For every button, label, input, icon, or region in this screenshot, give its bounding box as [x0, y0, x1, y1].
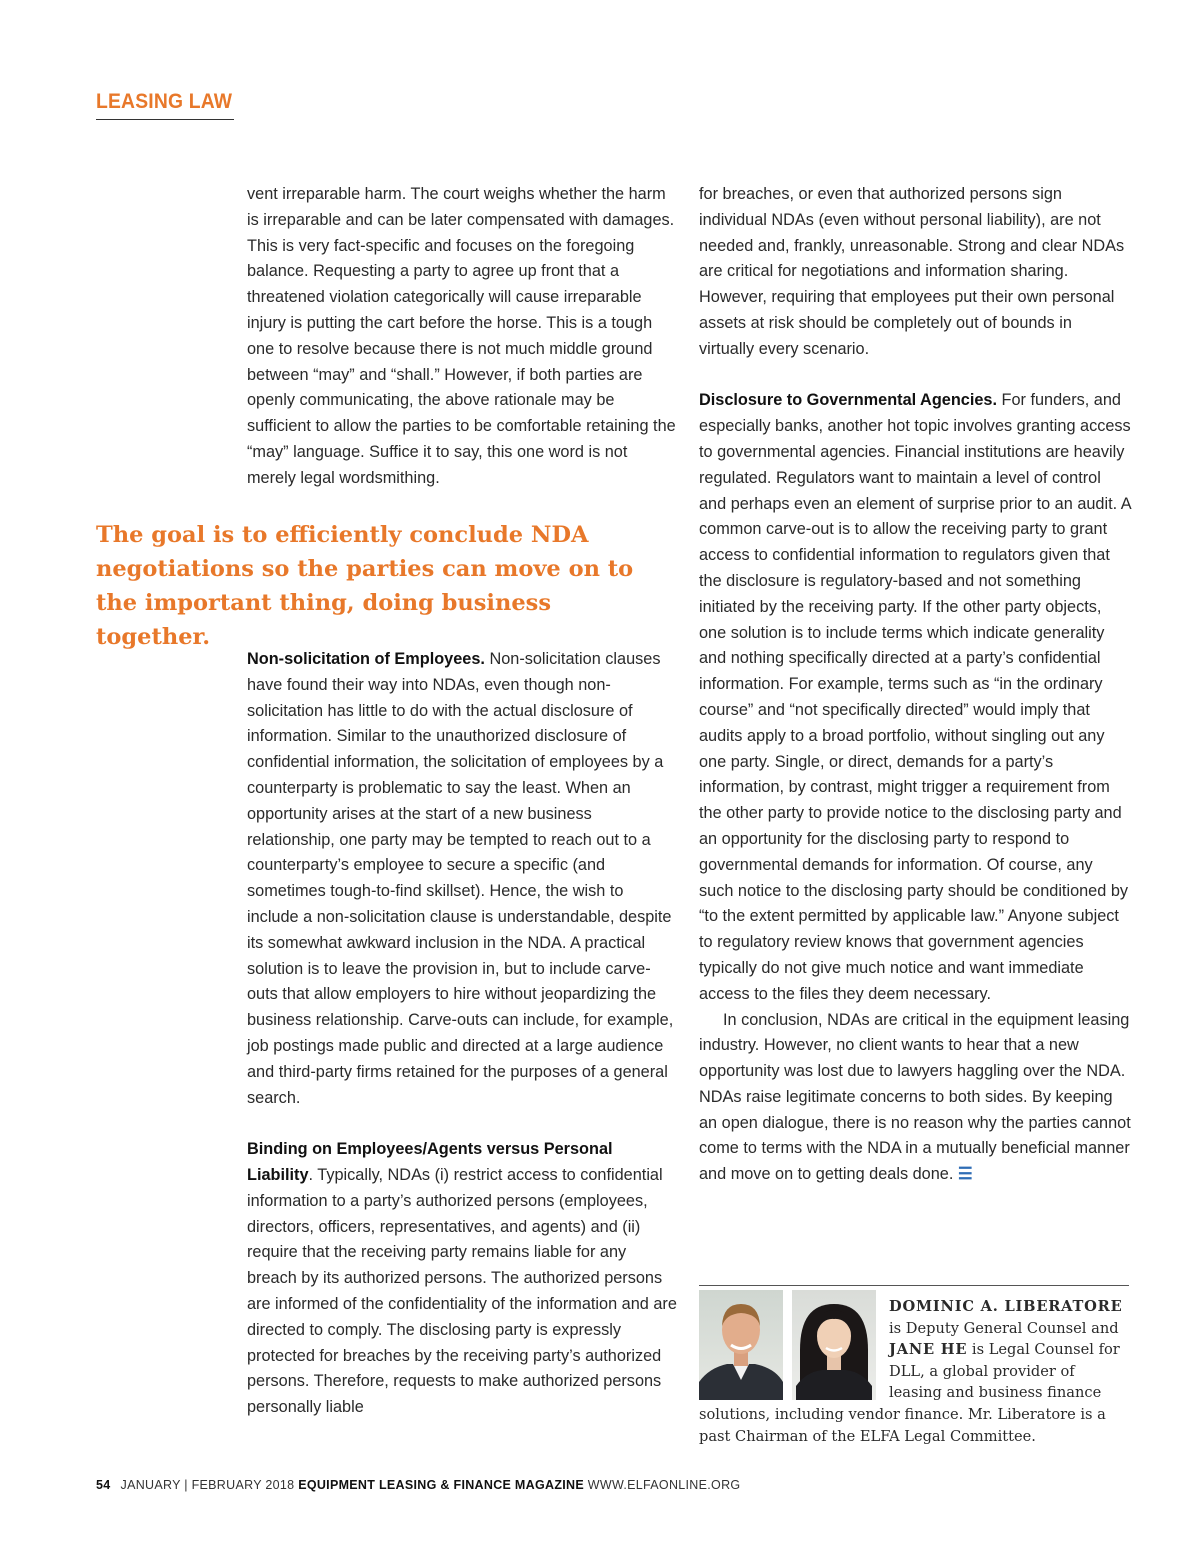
paragraph: for breaches, or even that authorized persons sign individual NDAs (even without personal liability), are not needed and, frankly, unreasonable. Strong and clear NDAs are critical for negotiations and information sharing. However, requiring that employees put their own personal assets at risk should be completely out of bounds in virtually every scenario. — [699, 185, 1125, 358]
author-name-liberatore: DOMINIC A. LIBERATORE — [889, 1298, 1123, 1315]
author-name-he: JANE HE — [889, 1341, 968, 1358]
subheading-binding: Binding on Employees/Agents versus Personal Liability — [247, 1140, 613, 1184]
paragraph-text: . Typically, NDAs (i) restrict access to confidential information to a party’s authorized persons (employees, directors, officers, representatives, and agents) and (ii) require that the receiving party remains liable for any breach by its authorized persons. The authorized persons are informed of the confidentiality of the information and are directed to comply. The disclosing party is expressly protected for breaches by the receiving party’s authorized persons. Therefore, requests to make authorized persons personally liable — [247, 1165, 677, 1417]
column-left-top — [247, 182, 677, 492]
paragraph-binding — [247, 1137, 677, 1421]
author-bio-continued: solutions, including vendor finance. Mr. Liberatore is a past Chairman of the ELFA Legal Committee. — [699, 1406, 1106, 1445]
section-rule — [96, 119, 234, 120]
bio-text: is Legal Counsel for DLL, a global provider of leasing and business finance — [889, 1341, 1120, 1401]
page-number: 54 — [96, 1478, 111, 1492]
author-photo-liberatore — [699, 1290, 783, 1400]
column-right — [699, 182, 1131, 1188]
column-left-bottom — [247, 647, 677, 1421]
section-title: LEASING LAW — [96, 90, 233, 113]
paragraph-disclosure — [699, 388, 1131, 1007]
subheading-non-solicitation: Non-solicitation of Employees. — [247, 650, 485, 668]
bio-rule — [699, 1285, 1129, 1286]
magazine-url: WWW.ELFAONLINE.ORG — [587, 1478, 741, 1492]
magazine-name: EQUIPMENT LEASING & FINANCE MAGAZINE — [298, 1478, 584, 1492]
headshot-icon — [792, 1290, 876, 1400]
author-bio — [889, 1296, 1129, 1404]
paragraph-non-solicitation — [247, 647, 677, 1111]
pull-quote: The goal is to efficiently conclude NDA negotiations so the parties can move on to the important thing, doing business together. — [96, 522, 634, 650]
headshot-icon — [699, 1290, 783, 1400]
paragraph-conclusion — [699, 1008, 1131, 1189]
paragraph-text: In conclusion, NDAs are critical in the equipment leasing industry. However, no client wants to hear that a new opportunity was lost due to lawyers haggling over the NDA. NDAs raise legitimate concerns to both sides. By keeping an open dialogue, there is no reason why the parties cannot come to terms with the NDA in a mutually beneficial manner and move on to getting deals done. — [699, 1010, 1131, 1184]
author-photo-he — [792, 1290, 876, 1400]
page-footer — [96, 1478, 740, 1492]
end-mark-icon: ☰ — [957, 1165, 973, 1184]
subheading-disclosure: Disclosure to Governmental Agencies. — [699, 391, 997, 410]
issue-date: JANUARY | FEBRUARY 2018 — [120, 1478, 295, 1492]
paragraph-text: Non-solicitation clauses have found their way into NDAs, even though non-solicitation has little to do with the actual disclosure of information. Similar to the unauthorized disclosure of confidential information, the solicitation of employees by a counterparty is problematic to say the least. When an opportunity arises at the start of a new business relationship, one party may be tempted to reach out to a counterparty’s employee to secure a specific (and sometimes tough-to-find skillset). Hence, the wish to include a non-solicitation clause is understandable, despite its somewhat awkward inclusion in the NDA. A practical solution is to leave the provision in, but to include carve-outs that allow employers to hire without jeopardizing the business relationship. Carve-outs can include, for example, job postings made public and directed at a large audience and third-party firms retained for the purposes of a general search. — [247, 650, 674, 1107]
bio-text: is Deputy General Counsel and — [889, 1319, 1119, 1337]
paragraph: vent irreparable harm. The court weighs whether the harm is irreparable and can be later compensated with damages. This is very fact-specific and focuses on the foregoing balance. Requesting a party to agree up front that a threatened violation categorically will cause irreparable injury is putting the cart before the horse. This is a tough one to resolve because there is not much middle ground between “may” and “shall.” However, if both parties are openly communicating, the above rationale may be sufficient to allow the parties to be comfortable retaining the “may” language. Suffice it to say, this one word is not merely legal wordsmithing. — [247, 185, 676, 487]
paragraph-text: For funders, and especially banks, another hot topic involves granting access to governmental agencies. Financial institutions are heavily regulated. Regulators want to maintain a level of control and perhaps even an element of surprise prior to an audit. A common carve-out is to allow the receiving party to grant access to confidential information to regulators given that the disclosure is regulatory-based and not something initiated by the receiving party. If the other party objects, one solution is to include terms which indicate generality and nothing specifically directed at a party’s confidential information. For example, terms such as “in the ordinary course” and “not specifically directed” would imply that audits apply to a broad portfolio, without singling out any one party. Single, or direct, demands for a party’s information, by contrast, might trigger a requirement from the other party to provide notice to the disclosing party and an opportunity for the disclosing party to respond to governmental demands for information. Of course, any such notice to the disclosing party should be conditioned by “to the extent permitted by applicable law.” Anyone subject to regulatory review knows that government agencies typically do not give much notice and want immediate access to the files they deem necessary. — [699, 391, 1131, 1003]
